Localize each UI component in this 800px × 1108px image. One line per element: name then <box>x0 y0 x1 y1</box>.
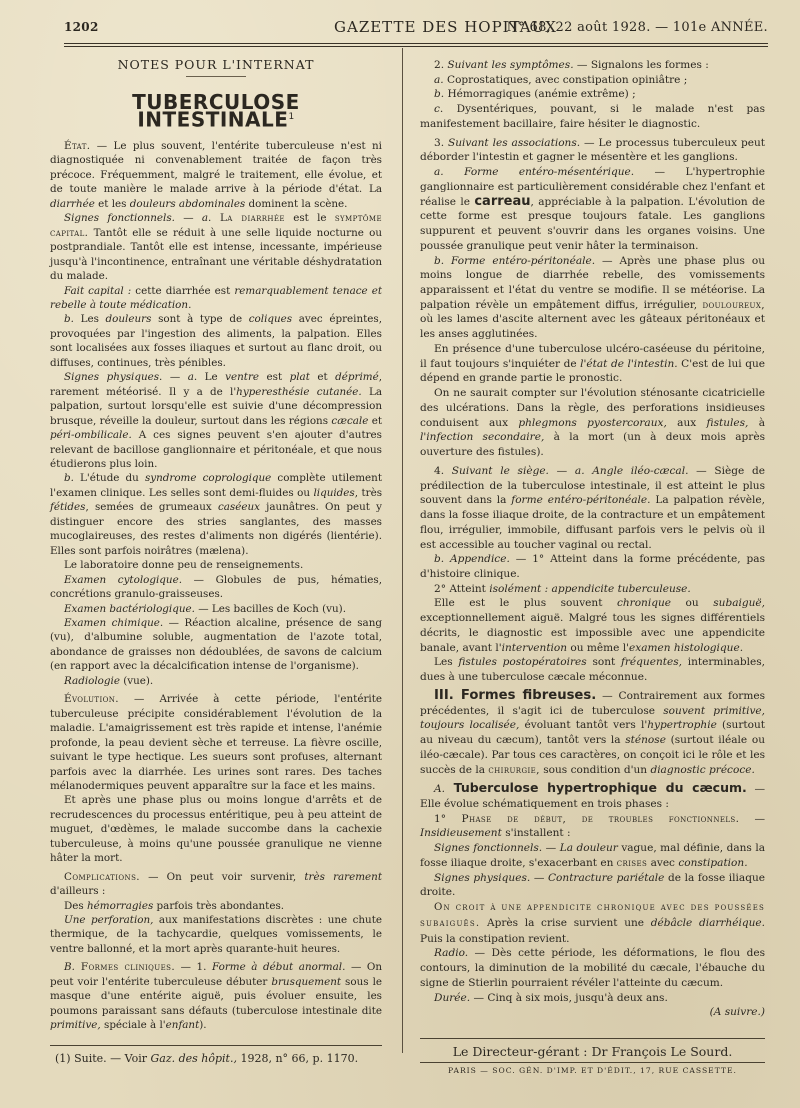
paragraph-appendice <box>420 552 765 581</box>
text: sont <box>586 656 621 669</box>
text: jaunâtres. On peut y distinguer encore des stries sanglantes, des masses mucoglaireuses, des restes d'aliments non digérés (lientérie). Elles sont parfois noirâtres (mælena). <box>50 501 382 557</box>
em: hypertrophie <box>647 719 717 732</box>
paragraph-hemorragiques <box>420 87 765 102</box>
text: aux manifestations discrètes : une chute thermique, de la tachycardie, quelques vomissements, le ventre ballonné, et la mort après quarante-huit heures. <box>50 914 382 955</box>
section-heading: NOTES POUR L'INTERNAT <box>117 57 315 72</box>
paragraph-stenosante <box>420 386 765 460</box>
em: b. <box>434 88 445 101</box>
paragraph-duree <box>420 991 765 1006</box>
text: évoluant tantôt vers l' <box>519 719 648 732</box>
text: spéciale à l' <box>100 1019 166 1032</box>
text: — Signalons les formes : <box>573 59 709 71</box>
text: — <box>542 842 560 855</box>
em: plat <box>289 371 310 384</box>
em: caséeux <box>217 501 260 514</box>
em: fréquentes, <box>620 656 682 669</box>
em: cæcale <box>331 414 369 427</box>
label-complications: Complications. <box>64 870 140 883</box>
text: L'étude du <box>73 472 145 485</box>
em: hyperesthésie cutanée. <box>236 385 362 398</box>
paragraph-signes-physiques-2 <box>420 871 765 900</box>
em: brusquement <box>271 975 342 988</box>
em: b. <box>64 313 74 326</box>
em: a. <box>201 212 212 225</box>
text: — 1. <box>175 961 212 974</box>
em: isolément : appendicite tuberculeuse. <box>489 582 691 595</box>
text: A ces signes peuvent s'en ajouter d'autres relevant de bacillose ganglionnaire et péritonéale, et que nous étudierons plus loin. <box>50 429 382 470</box>
director-signature: Le Directeur-gérant : Dr François Le Sourd. <box>452 1044 733 1059</box>
label-signes-fonctionnels: Signes fonctionnels. <box>64 212 175 225</box>
text: Hémorragiques (anémie extrême) ; <box>444 88 636 101</box>
em: syndrome coprologique <box>144 472 272 485</box>
em: a. <box>187 371 198 384</box>
smallcaps: La diarrhée <box>211 212 285 225</box>
text: — <box>162 371 188 384</box>
text: En présence d'une tuberculose ulcéro-caséeuse du péritoine, il faut toujours s'inquiéter de <box>420 342 765 370</box>
text: Dysentériques, pouvant, si le malade n'est pas manifestement bacillaire, faire hésiter le diagnostic. <box>420 103 765 130</box>
text: — Après une phase plus ou moins longue de diarrhée rebelle, des vomissements apparaissent et l'état du ventre se modifie. Il se météorise. La palpation révèle un empâtement diffus, irrégulier, <box>420 254 765 311</box>
text: parfois très abondantes. <box>153 899 285 912</box>
em: a. <box>434 73 444 86</box>
em: Signes physiques. <box>434 871 531 884</box>
em: Examen cytologique. <box>64 573 182 586</box>
article-title <box>50 90 382 132</box>
text: La palpation, surtout lorsqu'elle est suivie d'une décompression brusque, réveille la douleur, surtout dans les régions <box>50 385 382 427</box>
em: Signes fonctionnels. <box>434 842 543 855</box>
text: ou même l' <box>567 641 630 654</box>
article-title-text: TUBERCULOSE INTESTINALE <box>132 90 300 132</box>
em: a. <box>434 166 444 179</box>
text: , semées de grumeaux <box>85 501 218 514</box>
text: — Contrairement aux formes précédentes, il s'agit ici de tuberculose <box>420 689 765 717</box>
text: — Cinq à six mois, jusqu'à deux ans. <box>470 991 668 1004</box>
paragraph-coprostatiques <box>420 73 765 88</box>
text: — L'hypertrophie ganglionnaire est particulièrement considérable chez l'enfant et réalise le <box>420 166 765 208</box>
signature-rule-top <box>420 1038 765 1039</box>
em: chronique <box>616 597 672 610</box>
em: b. <box>434 254 445 267</box>
paragraph-chimique <box>50 616 382 674</box>
em: Appendice. <box>444 553 510 566</box>
text: aux <box>666 416 707 429</box>
text: — <box>739 812 765 825</box>
em: souvent primitive, toujours localisée, <box>420 704 766 732</box>
text: , appréciable à la palpation. L'évolution de cette forme est presque toujours fatale. Les ganglions suppurent et peuvent s'ouvrir dans les organes voisins. Une poussée granulique peut venir hâter la terminaison. <box>420 195 765 252</box>
text: (vue). <box>119 674 154 687</box>
text: Elle est le plus souvent <box>434 597 617 610</box>
printer-line: PARIS — SOC. GÉN. D'IMP. ET D'ÉDIT., 17, RUE CASSETTE. <box>448 1066 737 1075</box>
text: On ne saurait compter sur l'évolution sténosante cicatricielle des ulcérations. Dans la règle, des perforations insidieuses conduisent aux <box>420 387 765 429</box>
text: Coprostatiques, avec constipation opiniâtre ; <box>443 73 688 86</box>
paragraph-on-croit <box>420 900 765 946</box>
em: (A suivre.) <box>709 1006 765 1019</box>
text: 2. <box>434 59 445 71</box>
bold: carreau <box>474 193 531 209</box>
paragraph-radio <box>420 946 765 990</box>
em: l'état de l'intestin. <box>580 357 678 370</box>
text: et les <box>94 197 130 210</box>
paragraph-fistules <box>420 655 765 684</box>
text: , rarement météorisé. Il y a de l' <box>50 371 383 398</box>
text: et <box>368 414 382 427</box>
section-rule <box>186 76 246 77</box>
em: débâcle diarrhéique. <box>650 916 766 929</box>
text: complète utilement l'examen clinique. Les selles sont demi-fluides ou <box>50 472 382 499</box>
em: Gaz. des hôpit., <box>150 1052 237 1065</box>
em: Contracture pariétale <box>547 871 665 884</box>
text: — Siège de prédilection de la tuberculose intestinale, il est atteint le plus souvent dans la <box>420 464 765 507</box>
text: Les <box>73 313 106 326</box>
text: 3. <box>434 136 445 149</box>
em: très rarement <box>304 870 382 883</box>
text: — Arrivée à cette période, l'entérite tuberculeuse précipite considérablement l'évolution de la maladie. L'amaigrissement est très rapide et intense, l'anémie profonde, la peau devient sèche et terreuse. La fièvre oscille, suivant le type hectique. Les sueurs sont profuses, alternant parfois avec la diarrhée. Les urines sont rares. Des taches mélanodermiques peuvent apparaître sur la face et les mains. <box>50 693 382 792</box>
paragraph-chronique <box>420 596 765 655</box>
label-fait-capital: Fait capital : <box>64 284 132 297</box>
em: liquides <box>313 486 355 499</box>
em: Radiologie <box>64 674 120 687</box>
text: Après la crise survient une <box>480 916 651 929</box>
em: constipation. <box>678 856 748 869</box>
text: vague, mal définie, dans la fosse iliaque droite, s'exacerbant en <box>420 842 765 869</box>
em: douleurs abdominales <box>129 197 246 210</box>
smallcaps: On croit à une appendicite chronique avec des poussées subaiguës. <box>420 902 765 929</box>
smallcaps: Phase de début, de troubles fonctionnels. <box>445 812 740 825</box>
em: a. <box>574 464 585 477</box>
label-signes-physiques: Signes physiques. <box>64 371 163 384</box>
paragraph-presence <box>420 342 765 386</box>
journal-title: GAZETTE DES HOPITAUX <box>334 18 557 36</box>
text: Des <box>64 899 88 912</box>
text: — Globules de pus, hématies, concrétions granulo-graisseuses. <box>50 573 382 601</box>
smallcaps: douloureux, <box>702 298 765 311</box>
em: douleurs <box>105 313 152 326</box>
text: 1° <box>434 812 446 825</box>
em: Durée. <box>434 991 471 1004</box>
text: La palpation révèle, dans la fosse iliaque droite, de la contracture et un empâtement flou, irrégulier, immobile, diffusant parfois vers le pelvis où il est accessible au toucher vaginal ou rectal. <box>420 494 765 551</box>
em: Examen bactériologique. <box>64 602 195 615</box>
label-evolution: Évolution. <box>64 693 119 706</box>
paragraph-isolement <box>420 582 765 597</box>
text: — <box>530 871 548 884</box>
text: dominent la scène. <box>245 197 348 210</box>
paragraph-phase-debut <box>420 812 765 841</box>
running-header <box>64 18 768 40</box>
em: subaiguë, <box>713 597 765 610</box>
paragraph-radiologie <box>50 674 382 688</box>
smallcaps: chirurgie, <box>488 763 540 776</box>
paragraph-perforation <box>50 913 382 956</box>
text: interminables, dues à une tuberculose cæcale méconnue. <box>420 656 765 684</box>
text: C'est de lui que dépend en grande partie le pronostic. <box>420 357 765 385</box>
text: (1) Suite. — Voir <box>55 1052 151 1065</box>
em: Suivant les associations. <box>444 136 581 149</box>
em: Angle iléo-cæcal. <box>584 464 689 477</box>
em: Radio. <box>434 947 469 960</box>
text: cette diarrhée est <box>131 284 235 297</box>
text: (surtout iléale ou iléo-cæcale). Par tous ces caractères, on conçoit ici le rôle et les succès de la <box>420 734 765 776</box>
em: remarquablement tenace et rebelle à toute médication. <box>50 284 382 311</box>
em: Une perforation, <box>64 914 154 927</box>
em: coliques <box>248 313 293 326</box>
paragraph-formes-cliniques <box>50 960 382 1032</box>
label-etat: État. <box>64 140 91 153</box>
text: sous condition d'un <box>539 763 651 776</box>
header-rule <box>64 43 768 47</box>
paragraph-laboratoire: Le laboratoire donne peu de renseignements. <box>64 559 304 572</box>
footnote-rule <box>50 1045 382 1046</box>
paragraph-complications <box>50 870 382 899</box>
paragraph-apres: Et après une phase plus ou moins longue d'arrêts et de recrudescences du processus entéritique, peu à peu atteint de muguet, d'œdèmes, le malade succombe dans la cachexie tuberculeuse, à moins qu'une poussée granulique ne vienne hâter la mort. <box>50 794 382 865</box>
text: s'installent : <box>501 827 571 840</box>
paragraph-cytologique <box>50 573 382 602</box>
text: — Les bacilles de Koch (vu). <box>194 602 346 615</box>
text: sous le masque d'une entérite aiguë, puis évoluer ensuite, les poumons paraissant sans défauts (tuberculose intestinale dite <box>50 975 382 1017</box>
text: 4. <box>434 464 445 477</box>
em: Examen chimique. <box>64 616 164 629</box>
text: où les lames d'ascite alternent avec les gâteaux péritonéaux et les anses agglutinées. <box>420 313 765 341</box>
paragraph-signes-fonctionnels-2 <box>420 841 765 870</box>
column-divider <box>402 48 403 1053</box>
footnote <box>55 1052 385 1065</box>
em: déprimé <box>335 371 379 384</box>
text: — Dès cette période, les déformations, le flou des contours, la diminution de la mobilité du cæcale, l'ébauche du signe de Stierlin pourraient révéler l'atteinte du cæcum. <box>420 947 765 989</box>
em: Suivant les symptômes. <box>444 59 574 71</box>
em: B. <box>64 961 75 974</box>
text: avec épreintes, provoquées par l'ingestion des aliments, la palpation. Elles sont localisées aux fosses iliaques et surtout au flanc droit, ou diffuses, continues, très pénibles. <box>50 313 382 369</box>
paragraph-associations <box>420 136 765 165</box>
text: — On peut voir l'entérite tuberculeuse débuter <box>50 961 383 988</box>
left-column <box>50 58 382 1033</box>
paragraph-suivant-symptomes <box>420 58 765 73</box>
paragraph-dysenteriques <box>420 102 765 131</box>
text: avec <box>647 856 679 869</box>
text: — <box>174 212 202 225</box>
text: — On peut voir survenir, <box>139 870 305 883</box>
text: est <box>259 371 290 384</box>
text: à la mort (un à deux mois après ouverture des fistules). <box>420 431 765 459</box>
text: à <box>748 416 766 429</box>
text: Tantôt elle se réduit à une selle liquide nocturne ou postprandiale. Tantôt elle est intense, incessante, impérieuse jusqu'à l'incontinence, entraînant une véritable déshydratation du malade. <box>50 226 382 283</box>
paragraph-signes-fonctionnels <box>50 211 382 283</box>
em: b. <box>64 472 74 485</box>
text: (surtout au niveau du cæcum), tantôt vers la <box>420 719 765 747</box>
em: péri-ombilicale. <box>50 429 132 442</box>
paragraph-entero-peritoneale <box>420 254 765 342</box>
em: examen histologique. <box>629 641 744 654</box>
text: d'ailleurs : <box>50 885 106 898</box>
bold: III. <box>434 687 454 703</box>
em: phlegmons pyostercoraux, <box>518 416 667 429</box>
em: primitive, <box>50 1019 101 1032</box>
em: l'infection secondaire, <box>420 431 545 444</box>
em: ventre <box>225 371 260 384</box>
paragraph-entero-mesenterique <box>420 165 765 253</box>
paragraph-siege <box>420 464 765 552</box>
em: Forme entéro-péritonéale. <box>444 254 596 267</box>
bold: Formes fibreuses. <box>453 687 597 703</box>
text: Puis la constipation revient. <box>420 932 570 945</box>
em: fistules postopératoires <box>458 656 587 669</box>
em: Forme à début anormal. <box>211 961 346 974</box>
text: de la fosse iliaque droite. <box>420 871 765 899</box>
paragraph-hypertrophique <box>420 781 765 811</box>
em: A. <box>434 783 445 796</box>
text: sont à type de <box>151 313 249 326</box>
text: — Réaction alcaline, présence de sang (vu), d'albumine soluble, augmentation de l'azote total, abondance de graisses non dédoublées, de savons de calcium (en rapport avec la décalcification intense de l'organisme). <box>50 616 382 673</box>
right-column <box>420 58 765 1020</box>
text: et <box>309 371 336 384</box>
em: forme entéro-péritonéale. <box>511 494 651 507</box>
paragraph-etat <box>50 139 382 211</box>
em: intervention <box>501 641 568 654</box>
smallcaps: Formes cliniques. <box>74 961 176 974</box>
text: — Le processus tuberculeux peut déborder l'intestin et gagner le mésentère et les ganglions. <box>420 136 765 164</box>
text: — 1° Atteint dans la forme précédente, pas d'histoire clinique. <box>420 553 765 580</box>
text: est le <box>284 212 335 225</box>
em: sténose <box>625 734 666 747</box>
page-number: 1202 <box>64 20 99 34</box>
text: 2° Atteint <box>434 582 490 595</box>
title-footnote-mark: 1 <box>288 111 295 122</box>
em: Insidieusement <box>420 827 502 840</box>
paragraph-formes-fibreuses <box>420 689 765 777</box>
smallcaps: symptôme capital. <box>50 212 382 239</box>
em: hémorragies <box>87 899 154 912</box>
em: La douleur <box>559 842 618 855</box>
bold: Tuberculose hypertrophique du cæcum. <box>444 780 747 796</box>
text: , très <box>354 486 382 499</box>
em: diagnostic précoce. <box>650 763 755 776</box>
a-suivre <box>420 1005 765 1020</box>
em: fétides <box>50 501 86 514</box>
paragraph-douleurs <box>50 312 382 370</box>
text: — <box>548 464 575 477</box>
paragraph-bacteriologique <box>50 602 382 616</box>
text: 1928, n° 66, p. 1170. <box>236 1052 359 1065</box>
em: Suivant le siège. <box>444 464 549 477</box>
em: c. <box>434 103 444 116</box>
text: ou <box>671 597 714 610</box>
paragraph-evolution <box>50 692 382 793</box>
paragraph-syndrome-coprologique <box>50 471 382 558</box>
text: — Elle évolue schématiquement en trois phases : <box>420 783 766 810</box>
em: b. <box>434 553 445 566</box>
text: Les <box>434 656 459 669</box>
em: enfant <box>165 1019 200 1032</box>
paragraph-hemorragies <box>50 899 382 913</box>
signature-rule-bottom <box>420 1062 765 1063</box>
em: fistules, <box>706 416 749 429</box>
em: diarrhée <box>50 197 95 210</box>
text: Le <box>197 371 226 384</box>
paragraph-fait-capital <box>50 284 382 313</box>
smallcaps: crises <box>616 856 648 869</box>
text: exceptionnellement aiguë. Malgré tous les signes différentiels décrits, le diagnostic est impossible avec une appendicite banale, avant l' <box>420 612 765 654</box>
issue-info: N° 68, 22 août 1928. — 101e ANNÉE. <box>506 20 768 35</box>
text: ). <box>199 1019 207 1032</box>
paragraph-signes-physiques <box>50 370 382 471</box>
text: — Le plus souvent, l'entérite tuberculeuse n'est ni diagnostiquée ni convenablement traitée de façon très précoce. Fréquemment, malgré le traitement, elle évolue, et de toute manière le malade arrive à la période d'état. La <box>50 140 382 196</box>
em: Forme entéro-mésentérique. <box>443 166 635 179</box>
